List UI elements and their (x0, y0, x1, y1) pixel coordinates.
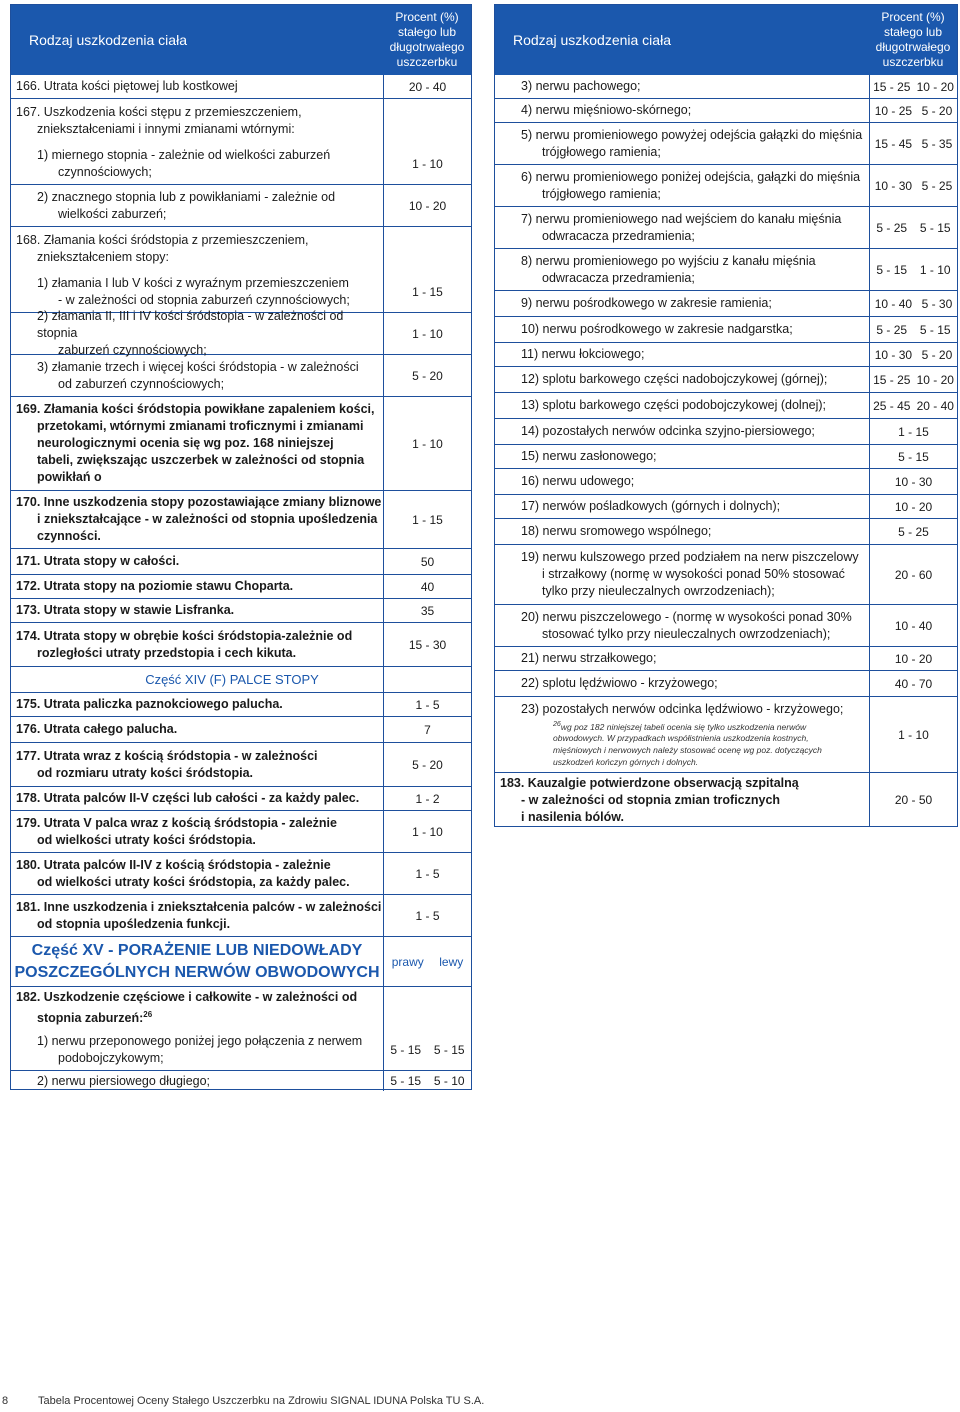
table-row: 180. Utrata palców II-IV z kością śródstopia - zależnie od wielkości utraty kości śródstopia, za każdy palec. 1 - 5 (11, 853, 471, 895)
table-row: 181. Inne uszkodzenia i zniekształcenia palców - w zależności od stopnia upośledzenia funkcji. 1 - 5 (11, 895, 471, 937)
table-row: 8) nerwu promieniowego po wyjściu z kanału mięśnia odwracacza przedramienia; 5 - 15 1 - 10 (495, 249, 957, 291)
column-right: prawy (391, 954, 424, 969)
table-row: 168. Złamania kości śródstopia z przemieszczeniem, zniekształceniem stopy: (11, 227, 471, 271)
table-row: 170. Inne uszkodzenia stopy pozostawiające zmiany bliznowe i zniekształcające - w zależności od stopnia upośledzenia czynności. 1 - 15 (11, 491, 471, 549)
page-number: 8 (2, 1395, 9, 1407)
header-injury-type: Rodzaj uszkodzenia ciała (29, 32, 187, 48)
table-row: 22) splotu lędźwiowo - krzyżowego; 40 - 70 (495, 671, 957, 697)
table-row: 18) nerwu sromowego wspólnego; 5 - 25 (495, 519, 957, 545)
column-left: lewy (439, 954, 464, 969)
table-row: 182. Uszkodzenie częściowe i całkowite - w zależności od stopnia zaburzeń:$^{26}$ (11, 987, 471, 1029)
table-row: 6) nerwu promieniowego poniżej odejścia, gałązki do mięśnia trójgłowego ramienia; 10 - 30 5 - 25 (495, 165, 957, 207)
table-row: 14) pozostałych nerwów odcinka szyjno-piersiowego; 1 - 15 (495, 419, 957, 445)
table-row: 176. Utrata całego palucha. 7 (11, 717, 471, 743)
table-row: 177. Utrata wraz z kością śródstopia - w zależności od rozmiaru utraty kości śródstopia. 5 - 20 (11, 743, 471, 787)
table-row: 2) znacznego stopnia lub z powikłaniami - zależnie od wielkości zaburzeń; 10 - 20 (11, 185, 471, 227)
table-row: 10) nerwu pośrodkowego w zakresie nadgarstka; 5 - 25 5 - 15 (495, 317, 957, 343)
table-row: 169. Złamania kości śródstopia powikłane zapaleniem kości, przetokami, wtórnymi zmianami troficznymi i zmianami neurologicznymi ocenia się wg poz. 168 niniejszej tabeli, zwiększając uszczerbek w zależności od stopnia powikłań o 1 - 10 (11, 397, 471, 491)
table-row: 23) pozostałych nerwów odcinka lędźwiowo - krzyżowego; $^{26}$wg poz 182 niniejszej tabeli ocenia się tylko uszkodzenia nerwów obwodowych. W przypadkach współistnienia uszkodzenia kostnych, mięśniowych i nerwowych należy stosować ocenę wg poz. dotyczących uszkodzeń kończyn górnych i dolnych. 1 - 10 (495, 697, 957, 773)
table-row: 11) nerwu łokciowego; 10 - 30 5 - 20 (495, 343, 957, 367)
table-row: 12) splotu barkowego części nadobojczykowej (górnej); 15 - 25 10 - 20 (495, 367, 957, 393)
table-row: 21) nerwu strzałkowego; 10 - 20 (495, 647, 957, 671)
table-row: 1) nerwu przeponowego poniżej jego połączenia z nerwem podobojczykowym; 5 - 15 5 - 15 (11, 1029, 471, 1071)
table-row: 183. Kauzalgie potwierdzone obserwacją szpitalną - w zależności od stopnia zmian troficznych i nasilenia bólów. 20 - 50 (495, 773, 957, 827)
table-row: 13) splotu barkowego części podobojczykowej (dolnej); 25 - 45 20 - 40 (495, 393, 957, 419)
footnote: $^{26}$wg poz 182 niniejszej tabeli ocenia się tylko uszkodzenia nerwów obwodowych. W przypadkach współistnienia uszkodzenia kostnych, mięśniowych i nerwowych należy stosować ocenę wg poz. dotyczących uszkodzeń kończyn górnych i dolnych. (553, 719, 822, 768)
table-row: 175. Utrata paliczka paznokciowego palucha. 1 - 5 (11, 693, 471, 717)
left-table (10, 4, 472, 1090)
table-row: 3) złamanie trzech i więcej kości śródstopia - w zależności od zaburzeń czynnościowych; 5 - 20 (11, 355, 471, 397)
table-row: 20) nerwu piszczelowego - (normę w wysokości ponad 30% stosować tylko przy nieuleczalnych owrzodzeniach); 10 - 40 (495, 605, 957, 647)
table-row: 19) nerwu kulszowego przed podziałem na nerw piszczelowy i strzałkowy (normę w wysokości ponad 50% stosować tylko przy nieuleczalnych owrzodzeniach); 20 - 60 (495, 545, 957, 605)
table-row: 172. Utrata stopy na poziomie stawu Choparta. 40 (11, 575, 471, 599)
right-table (494, 4, 958, 827)
table-row: 2) złamania II, III i IV kości śródstopia - w zależności od stopnia zaburzeń czynnościowych; 1 - 10 (11, 313, 471, 355)
table-row: 173. Utrata stopy w stawie Lisfranka. 35 (11, 599, 471, 623)
section-title-xv: Część XV - PORAŻENIE LUB NIEDOWŁADY POSZCZEGÓLNYCH NERWÓW OBWODOWYCH prawy lewy (11, 937, 471, 987)
footer-title: Tabela Procentowej Oceny Stałego Uszczerbku na Zdrowiu SIGNAL IDUNA Polska TU S.A. (38, 1395, 485, 1407)
section-title-xiv: Część XIV (F) PALCE STOPY (11, 667, 471, 693)
table-row: 178. Utrata palców II-V części lub całości - za każdy palec. 1 - 2 (11, 787, 471, 811)
header-percent: Procent (%) stałego lub długotrwałego uszczerbku (389, 10, 465, 69)
table-row: 15) nerwu zasłonowego; 5 - 15 (495, 445, 957, 469)
table-row: 179. Utrata V palca wraz z kością śródstopia - zależnie od wielkości utraty kości śródstopia. 1 - 10 (11, 811, 471, 853)
table-row: 9) nerwu pośrodkowego w zakresie ramienia; 10 - 40 5 - 30 (495, 291, 957, 317)
table-row: 166. Utrata kości piętowej lub kostkowej 20 - 40 (11, 75, 471, 99)
table-row: 3) nerwu pachowego; 15 - 25 10 - 20 (495, 75, 957, 99)
table-row: 5) nerwu promieniowego powyżej odejścia gałązki do mięśnia trójgłowego ramienia; 15 - 45 5 - 35 (495, 123, 957, 165)
header-percent: Procent (%) stałego lub długotrwałego uszczerbku (875, 10, 951, 69)
table-header (495, 5, 957, 75)
table-row: 1) złamania I lub V kości z wyraźnym przemieszczeniem - w zależności od stopnia zaburzeń czynnościowych; 1 - 15 (11, 271, 471, 313)
table-row: 174. Utrata stopy w obrębie kości śródstopia-zależnie od rozległości utraty przedstopia i cech kikuta. 15 - 30 (11, 623, 471, 667)
table-row: 17) nerwów pośladkowych (górnych i dolnych); 10 - 20 (495, 495, 957, 519)
table-header (11, 5, 471, 75)
table-row: 171. Utrata stopy w całości. 50 (11, 549, 471, 575)
table-row: 7) nerwu promieniowego nad wejściem do kanału mięśnia odwracacza przedramienia; 5 - 25 5 - 15 (495, 207, 957, 249)
table-row: 167. Uszkodzenia kości stępu z przemieszczeniem, zniekształceniami i innymi zmianami wtórnymi: (11, 99, 471, 143)
header-injury-type: Rodzaj uszkodzenia ciała (513, 32, 671, 48)
table-row: 4) nerwu mięśniowo-skórnego; 10 - 25 5 - 20 (495, 99, 957, 123)
table-row: 1) miernego stopnia - zależnie od wielkości zaburzeń czynnościowych; 1 - 10 (11, 143, 471, 185)
table-row: 2) nerwu piersiowego długiego; 5 - 15 5 - 10 (11, 1071, 471, 1091)
table-row: 16) nerwu udowego; 10 - 30 (495, 469, 957, 495)
